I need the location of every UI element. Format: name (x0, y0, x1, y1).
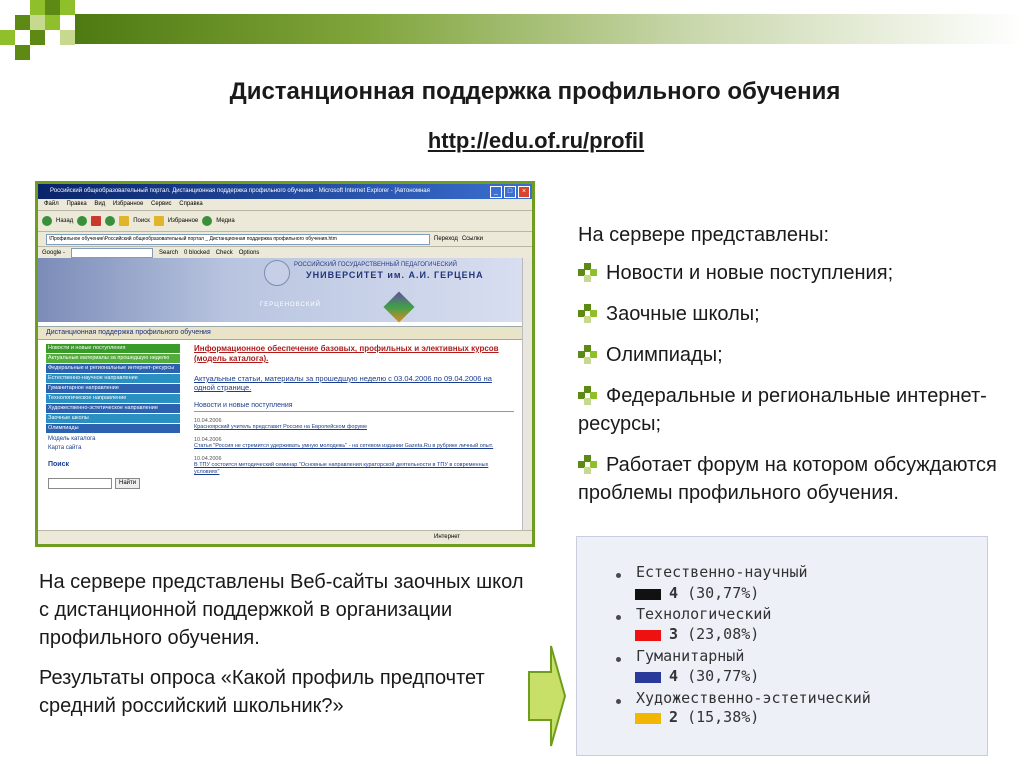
google-search-button[interactable]: Search (159, 250, 179, 256)
media-button[interactable]: Медиа (216, 218, 235, 224)
favorites-icon[interactable] (154, 216, 164, 226)
menu-help[interactable]: Справка (179, 201, 203, 207)
poll-option-value (669, 708, 759, 726)
page-sidebar (46, 344, 180, 489)
poll-swatch (635, 589, 661, 600)
bullet-icon (578, 263, 602, 281)
refresh-icon[interactable] (105, 216, 115, 226)
poll-option-label: Естественно-научный (636, 563, 808, 581)
news-item[interactable]: Статья "Россия не стремится удерживать умную молодежь" - на сетевом издании Gazeta.Ru в рубрике личный опыт. (194, 443, 494, 449)
favorites-button[interactable]: Избранное (167, 218, 199, 224)
poll-swatch (635, 630, 661, 641)
poll-count: 4 (669, 667, 679, 685)
feature-text: Олимпиады; (606, 344, 723, 366)
browser-screenshot (35, 181, 535, 547)
left-description (39, 568, 529, 732)
web-page (38, 258, 523, 531)
nav-item-weekly[interactable]: Актуальные материалы за прошедшую неделю (46, 354, 180, 363)
browser-window-title: Российский общеобразовательный портал. Дистанционная поддержка профильного обучения - Microsoft Internet Explorer - [Автономная (50, 188, 430, 194)
links-label[interactable]: Ссылки (461, 236, 483, 242)
news-date: 10.04.2006 (194, 418, 222, 424)
features-heading: На сервере представлены: (578, 224, 829, 246)
browser-toolbar (38, 211, 532, 232)
nav-item-humanities[interactable]: Гуманитарное направление (46, 384, 180, 393)
link-sitemap[interactable]: Карта сайта (48, 445, 82, 451)
poll-results (576, 536, 988, 756)
feature-item (578, 259, 998, 287)
poll-count: 3 (669, 625, 679, 643)
maximize-icon[interactable]: □ (504, 186, 516, 198)
back-icon[interactable] (42, 216, 52, 226)
bullet-icon (578, 386, 602, 404)
page-search-button[interactable]: Найти (115, 478, 140, 489)
go-button[interactable]: Переход (434, 236, 458, 242)
page-search-input[interactable] (48, 478, 112, 489)
nav-item-resources[interactable]: Федеральные и региональные интернет-ресурсы (46, 364, 180, 373)
poll-option-value (669, 667, 759, 685)
poll-count: 4 (669, 584, 679, 602)
poll-swatch (635, 672, 661, 683)
university-seal-icon (264, 260, 290, 286)
browser-status-bar (38, 530, 532, 544)
poll-option-value (669, 584, 759, 602)
page-search-heading: Поиск (48, 461, 70, 468)
poll-option-label: Технологический (636, 605, 772, 623)
nav-item-arts[interactable]: Художественно-эстетическое направление (46, 404, 180, 413)
schools-paragraph: На сервере представлены Веб-сайты заочных школ с дистанционной поддержкой в организации профильного обучения. (39, 571, 524, 649)
browser-title-bar (38, 184, 532, 199)
poll-option-label: Художественно-эстетический (636, 689, 871, 707)
poll-percent: (23,08%) (687, 625, 760, 643)
close-icon[interactable]: × (518, 186, 530, 198)
feature-text: Федеральные и региональные интернет-ресурсы; (578, 385, 987, 435)
poll-swatch (635, 713, 661, 724)
news-date: 10.04.2006 (194, 437, 222, 443)
page-search-form (48, 478, 180, 489)
menu-file[interactable]: Файл (44, 201, 59, 207)
featured-link[interactable]: Информационное обеспечение базовых, профильных и элективных курсов (модель каталога). (194, 344, 499, 363)
search-button[interactable]: Поиск (133, 218, 150, 224)
browser-menu-bar (38, 199, 532, 211)
link-catalog-model[interactable]: Модель каталога (48, 436, 96, 442)
google-blocked-count[interactable]: 0 blocked (184, 250, 210, 256)
menu-view[interactable]: Вид (94, 201, 106, 207)
page-main-content (194, 344, 514, 476)
news-item[interactable]: В ТПУ состоится методический семинар "Основные направления кураторской деятельности в ТПУ в современных условиях" (194, 462, 489, 475)
nav-item-technology[interactable]: Технологическое направление (46, 394, 180, 403)
poll-bullet-icon (616, 573, 621, 578)
poll-option-label: Гуманитарный (636, 647, 745, 665)
feature-item (578, 341, 998, 369)
slide-link[interactable]: http://edu.of.ru/profil (427, 128, 645, 153)
forward-icon[interactable] (77, 216, 87, 226)
logo-cube-icon (383, 291, 414, 322)
poll-count: 2 (669, 708, 679, 726)
nav-item-olympiads[interactable]: Олимпиады (46, 424, 180, 433)
weekly-articles-link[interactable]: Актуальные статьи, материалы за прошедшую неделю с 03.04.2006 по 09.04.2006 на одной странице. (194, 374, 492, 392)
survey-paragraph: Результаты опроса «Какой профиль предпочтет средний российский школьник?» (39, 667, 485, 717)
menu-favorites[interactable]: Избранное (112, 201, 144, 207)
feature-text: Заочные школы; (606, 303, 760, 325)
poll-bullet-icon (616, 699, 621, 704)
bullet-icon (578, 455, 602, 473)
address-bar (38, 232, 532, 247)
page-section-header: Дистанционная поддержка профильного обучения (38, 326, 523, 340)
minimize-icon[interactable]: _ (490, 186, 502, 198)
bullet-icon (578, 304, 602, 322)
news-date: 10.04.2006 (194, 456, 222, 462)
nav-item-science[interactable]: Естественно-научное направление (46, 374, 180, 383)
poll-bullet-icon (616, 615, 621, 620)
google-logo[interactable]: Google - (42, 250, 66, 256)
page-scrollbar[interactable] (522, 258, 532, 531)
poll-bullet-icon (616, 657, 621, 662)
slide-title: Дистанционная поддержка профильного обучения (229, 78, 841, 105)
nav-item-news[interactable]: Новости и новые поступления (46, 344, 180, 353)
menu-tools[interactable]: Сервис (151, 201, 172, 207)
google-search-input[interactable] (71, 248, 153, 258)
media-icon[interactable] (202, 216, 212, 226)
nav-item-schools[interactable]: Заочные школы (46, 414, 180, 423)
banner-line-2: УНИВЕРСИТЕТ им. А.И. ГЕРЦЕНА (306, 270, 484, 280)
feature-item (578, 451, 998, 507)
poll-option-value (669, 625, 759, 643)
feature-item (578, 382, 998, 438)
banner-line-1: РОССИЙСКИЙ ГОСУДАРСТВЕННЫЙ ПЕДАГОГИЧЕСКИЙ (294, 262, 457, 268)
news-heading: Новости и новые поступления (194, 402, 514, 412)
banner-line-3: ГЕРЦЕНОВСКИЙ (260, 302, 321, 308)
poll-percent: (30,77%) (687, 667, 760, 685)
page-banner (38, 258, 523, 322)
address-field[interactable]: \Профильное обучение\Российский общеобразовательный портал _ Дистанционная поддержка профильного обучения.htm (46, 234, 430, 245)
google-check-button[interactable]: Check (215, 250, 233, 256)
poll-percent: (30,77%) (687, 584, 760, 602)
feature-item (578, 300, 998, 328)
news-item[interactable]: Красноярский учитель представит Россию на Европейском форуме (194, 424, 367, 430)
poll-percent: (15,38%) (687, 708, 760, 726)
menu-edit[interactable]: Правка (66, 201, 87, 207)
status-zone: Интернет (434, 534, 461, 540)
back-button[interactable]: Назад (56, 218, 74, 224)
google-options-button[interactable]: Options (238, 250, 260, 256)
right-arrow-icon (527, 644, 567, 748)
server-features (578, 221, 998, 520)
feature-text: Работает форум на котором обсуждаются проблемы профильного обучения. (578, 454, 997, 504)
home-icon[interactable] (119, 216, 129, 226)
feature-text: Новости и новые поступления; (606, 262, 894, 284)
bullet-icon (578, 345, 602, 363)
stop-icon[interactable] (91, 216, 101, 226)
